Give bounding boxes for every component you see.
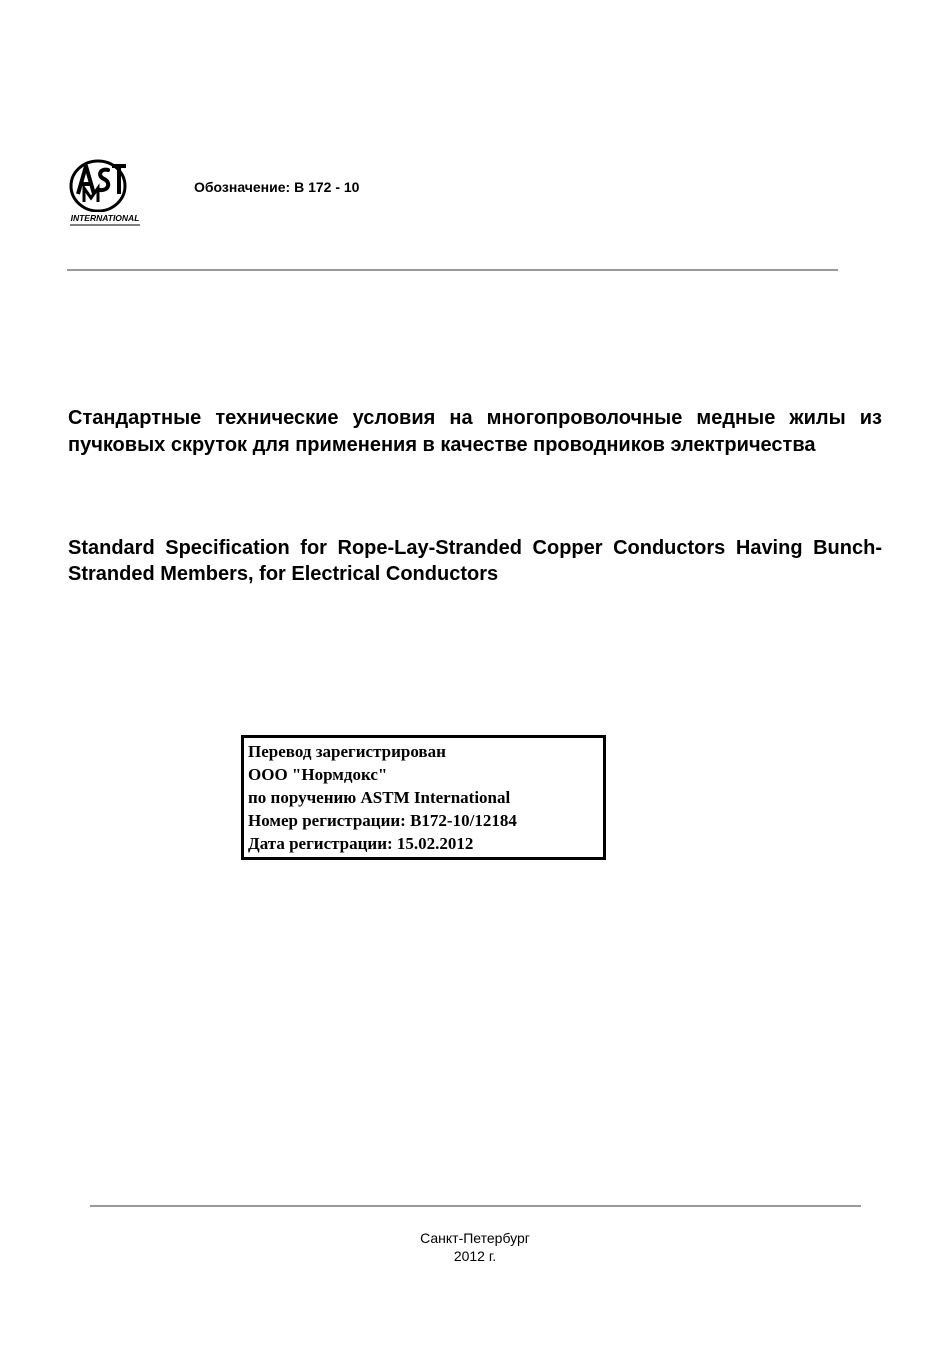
registration-line-translation: Перевод зарегистрирован bbox=[248, 742, 446, 761]
astm-logo-icon bbox=[64, 158, 144, 228]
document-designation: Обозначение: B 172 - 10 bbox=[194, 179, 360, 195]
header-divider bbox=[67, 269, 838, 271]
registration-line-number: Номер регистрации: B172-10/12184 bbox=[248, 811, 517, 830]
registration-line-date: Дата регистрации: 15.02.2012 bbox=[248, 834, 474, 853]
footer-divider bbox=[90, 1205, 861, 1207]
registration-line-company: ООО "Нормдокс" bbox=[248, 765, 388, 784]
registration-line-commission: по поручению ASTM International bbox=[248, 788, 511, 807]
footer-city: Санкт-Петербург bbox=[420, 1230, 530, 1246]
title-english: Standard Specification for Rope-Lay-Stranded Copper Conductors Having Bunch-Stranded Members, for Electrical Conductors bbox=[68, 537, 882, 585]
astm-logo bbox=[64, 158, 144, 228]
registration-stamp-box bbox=[241, 735, 606, 860]
title-russian: Стандартные технические условия на многопроволочные медные жилы из пучковых скруток для применения в качестве проводников электричества bbox=[68, 407, 882, 456]
svg-text:INTERNATIONAL: INTERNATIONAL bbox=[70, 213, 140, 223]
footer-year: 2012 г. bbox=[453, 1248, 497, 1264]
